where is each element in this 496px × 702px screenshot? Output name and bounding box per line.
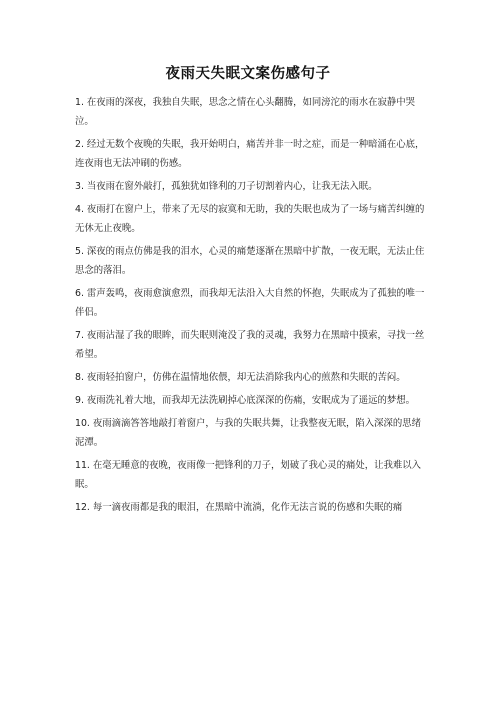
list-item: 5. 深夜的雨点仿佛是我的泪水，心灵的痛楚逐渐在黑暗中扩散，一夜无眠，无法止住思念的落泪。 [75, 246, 425, 276]
list-item: 12. 每一滴夜雨都是我的眼泪，在黑暗中流淌，化作无法言说的伤感和失眠的痛 [75, 502, 403, 513]
sentence-list [75, 93, 425, 521]
list-item: 2. 经过无数个夜晚的失眠，我开始明白，痛苦并非一时之症，而是一种暗涌在心底，连夜雨也无法冲刷的伤感。 [75, 139, 425, 169]
document-title: 夜雨天失眠文案伤感句子 [165, 66, 331, 82]
list-item: 4. 夜雨打在窗户上，带来了无尽的寂寞和无助，我的失眠也成为了一场与痛苦纠缠的无休无止夜晚。 [75, 204, 425, 234]
list-item: 7. 夜雨沾湿了我的眼眸，而失眠则淹没了我的灵魂，我努力在黑暗中摸索，寻找一丝希望。 [75, 330, 425, 360]
list-item: 3. 当夜雨在窗外敲打，孤独犹如锋利的刀子切割着内心，让我无法入眠。 [75, 181, 378, 192]
list-item: 11. 在毫无睡意的夜晚，夜雨像一把锋利的刀子，划破了我心灵的痛处，让我难以入眠。 [75, 460, 422, 490]
list-item: 10. 夜雨滴滴答答地敲打着窗户，与我的失眠共舞，让我整夜无眠，陷入深深的思绪泥潭。 [75, 418, 422, 448]
list-item: 9. 夜雨洗礼着大地，而我却无法洗刷掉心底深深的伤痛，安眠成为了遥远的梦想。 [75, 395, 416, 406]
list-item: 1. 在夜雨的深夜，我独自失眠，思念之情在心头翻腾，如同滂沱的雨水在寂静中哭泣。 [75, 97, 416, 127]
list-item: 6. 雷声轰鸣，夜雨愈演愈烈，而我却无法沿入大自然的怀抱，失眠成为了孤独的唯一伴侣。 [75, 288, 425, 318]
list-item: 8. 夜雨轻拍窗户，仿佛在温情地依偎，却无法消除我内心的煎熬和失眠的苦闷。 [75, 372, 406, 383]
